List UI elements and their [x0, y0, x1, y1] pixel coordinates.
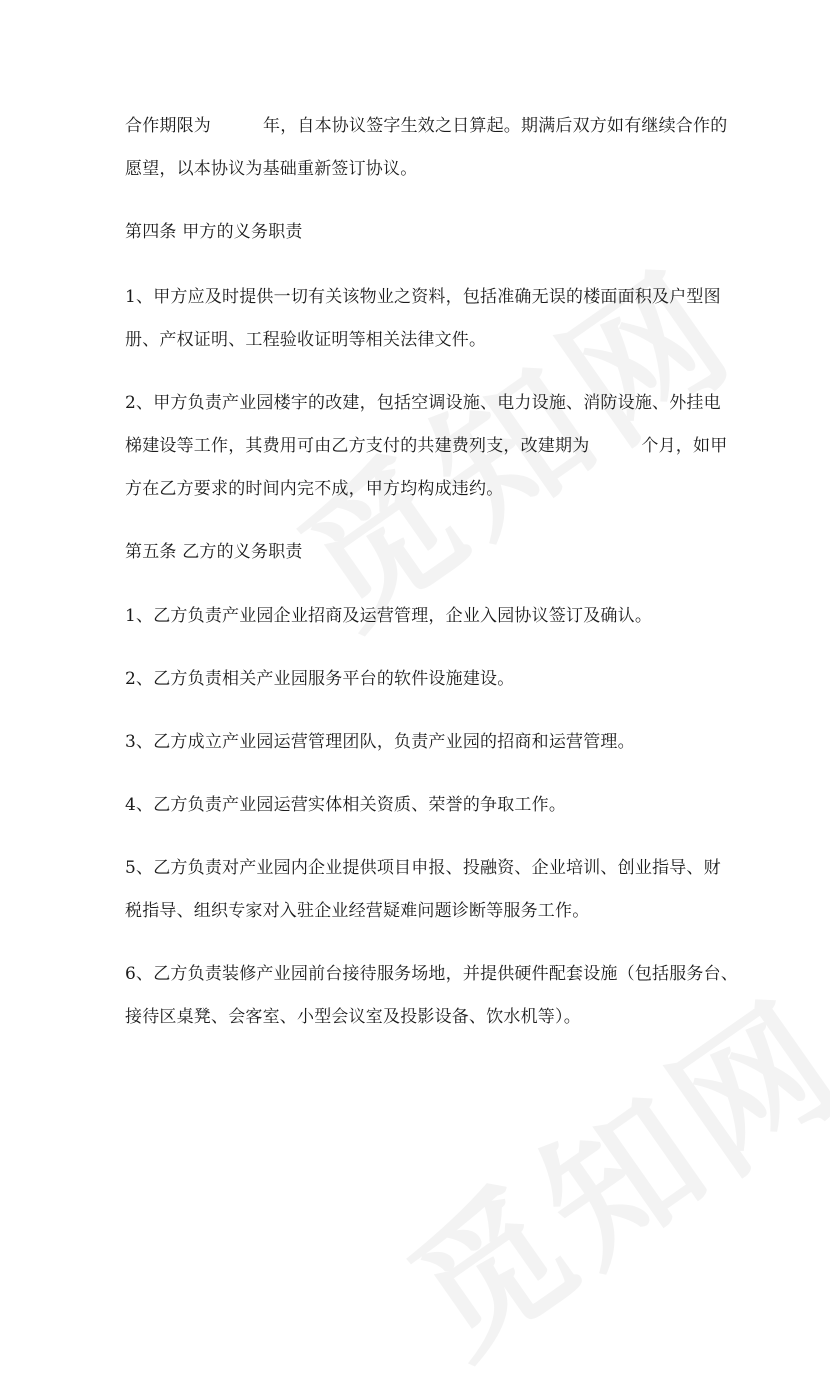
paragraph-term-line-1: 合作期限为 年，自本协议签字生效之日算起。期满后双方如有继续合作的 [125, 116, 728, 136]
article-5-item-6-line-1: 6、乙方负责装修产业园前台接待服务场地，并提供硬件配套设施（包括服务台、 [125, 964, 739, 984]
article-5-item-4: 4、乙方负责产业园运营实体相关资质、荣誉的争取工作。 [125, 795, 567, 815]
article-5-item-5-line-1: 5、乙方负责对产业园内企业提供项目申报、投融资、企业培训、创业指导、财 [125, 858, 721, 878]
article-5-item-3: 3、乙方成立产业园运营管理团队，负责产业园的招商和运营管理。 [125, 732, 635, 752]
article-5-item-5-line-2: 税指导、组织专家对入驻企业经营疑难问题诊断等服务工作。 [125, 901, 590, 921]
section-heading-article-4: 第四条 甲方的义务职责 [125, 222, 303, 242]
section-heading-article-5: 第五条 乙方的义务职责 [125, 542, 303, 562]
article-4-item-1-line-2: 册、产权证明、工程验收证明等相关法律文件。 [125, 330, 487, 350]
article-5-item-6-line-2: 接待区桌凳、会客室、小型会议室及投影设备、饮水机等）。 [125, 1007, 581, 1027]
article-5-item-2: 2、乙方负责相关产业园服务平台的软件设施建设。 [125, 669, 515, 689]
paragraph-term-line-2: 愿望，以本协议为基础重新签订协议。 [125, 159, 418, 179]
article-4-item-1-line-1: 1、甲方应及时提供一切有关该物业之资料，包括准确无误的楼面面积及户型图 [125, 287, 721, 307]
article-4-item-2-line-1: 2、甲方负责产业园楼宇的改建，包括空调设施、电力设施、消防设施、外挂电 [125, 393, 721, 413]
article-4-item-2-line-2: 梯建设等工作，其费用可由乙方支付的共建费列支，改建期为 个月，如甲 [125, 436, 728, 456]
article-5-item-1: 1、乙方负责产业园企业招商及运营管理，企业入园协议签订及确认。 [125, 606, 653, 626]
article-4-item-2-line-3: 方在乙方要求的时间内完不成，甲方均构成违约。 [125, 479, 504, 499]
